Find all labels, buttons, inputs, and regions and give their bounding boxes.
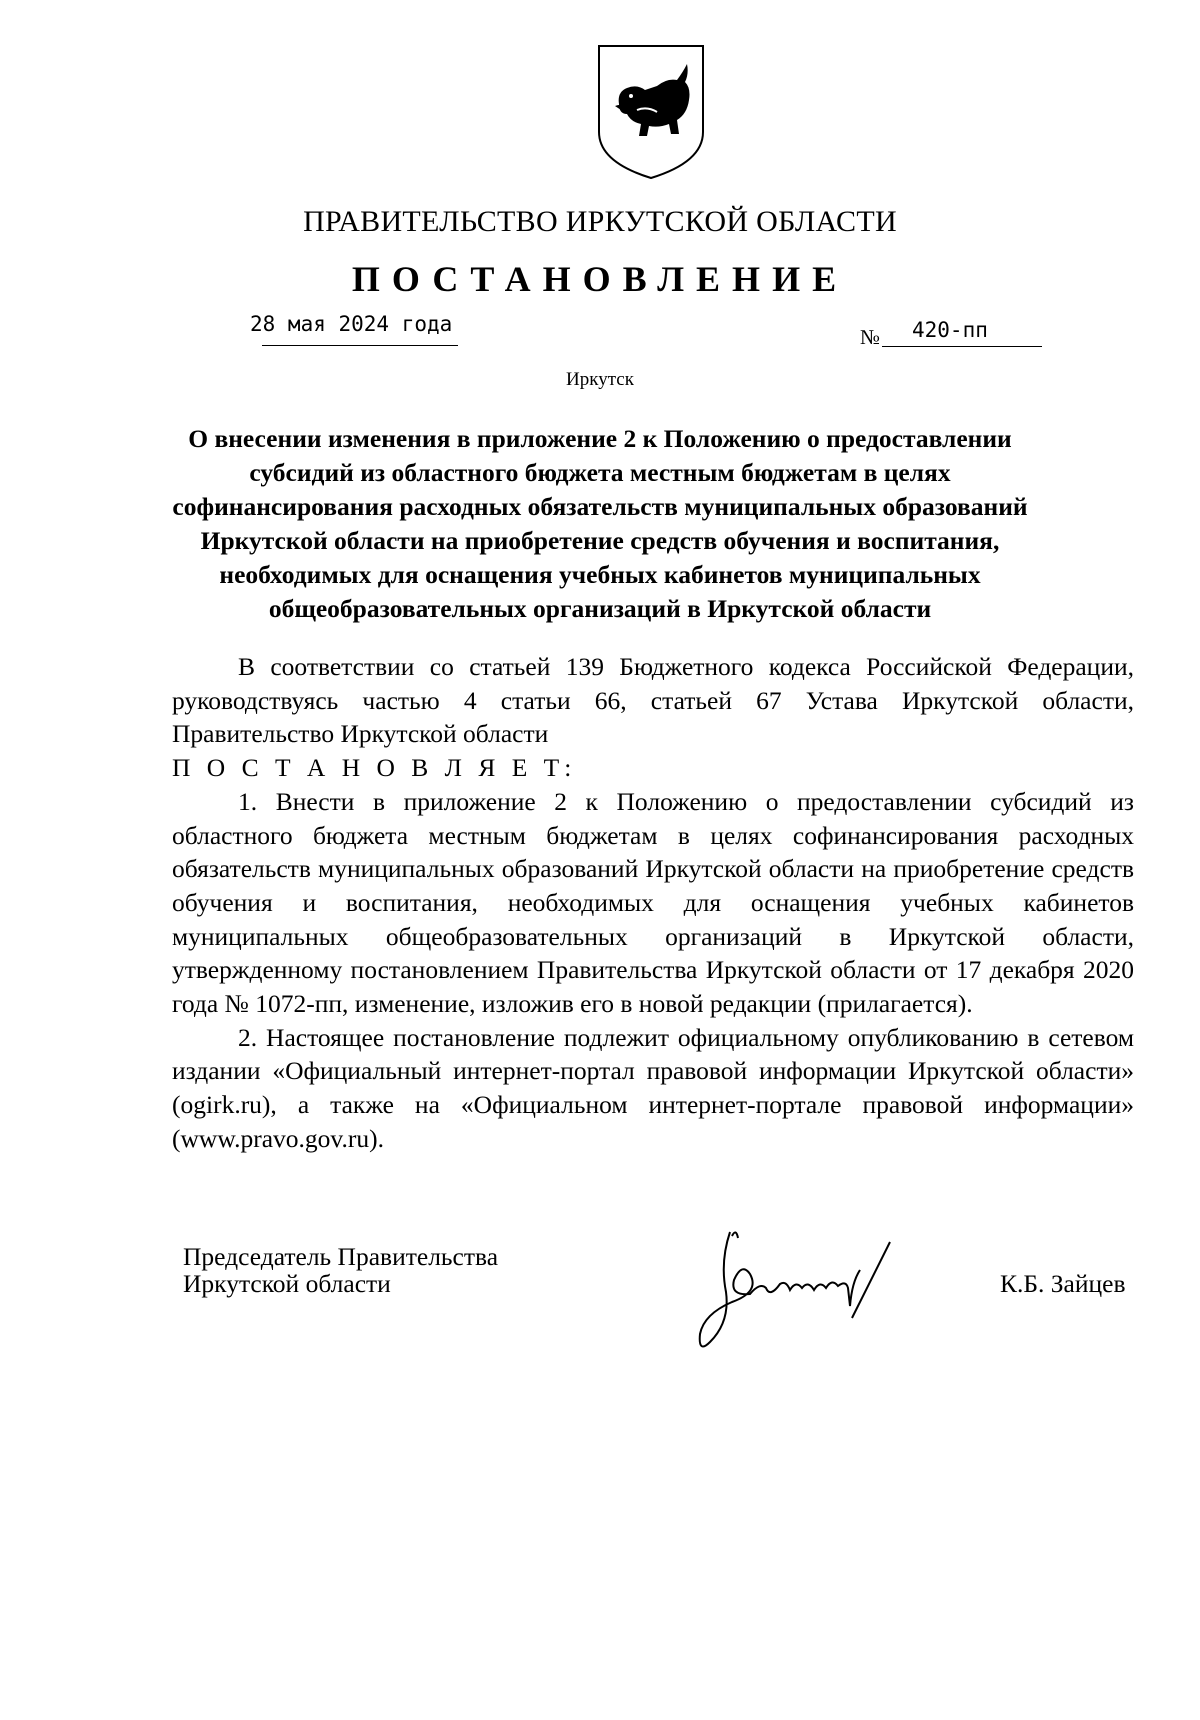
item-2-paragraph: 2. Настоящее постановление подлежит официальному опубликованию в сетевом издании «Официальный интернет-портал правовой информации Иркутской области» (ogirk.ru), а также на «Официальном интернет-портале правовой информации» (www.pravo.gov.ru). bbox=[172, 1022, 1134, 1153]
signer-position-line: Председатель Правительства bbox=[183, 1242, 499, 1271]
title-line: О внесении изменения в приложение 2 к Положению о предоставлении bbox=[188, 424, 1012, 453]
handwritten-signature-icon bbox=[690, 1222, 930, 1357]
document-type-heading: ПОСТАНОВЛЕНИЕ bbox=[351, 259, 849, 299]
signer-name: К.Б. Зайцев bbox=[1000, 1269, 1126, 1298]
title-line: необходимых для оснащения учебных кабинетов муниципальных bbox=[219, 560, 981, 589]
document-title bbox=[160, 422, 1040, 626]
document-city: Иркутск bbox=[566, 369, 634, 390]
title-line: Иркутской области на приобретение средств обучения и воспитания, bbox=[200, 526, 1000, 555]
coat-of-arms-emblem bbox=[597, 44, 705, 180]
document-body bbox=[172, 650, 1134, 1156]
document-date: 28 мая 2024 года bbox=[250, 312, 453, 336]
decree-word: П О С Т А Н О В Л Я Е Т: bbox=[172, 753, 577, 783]
government-heading: ПРАВИТЕЛЬСТВО ИРКУТСКОЙ ОБЛАСТИ bbox=[303, 205, 897, 238]
number-underline bbox=[882, 346, 1042, 347]
document-number: 420-пп bbox=[912, 318, 988, 342]
item-1-paragraph: 1. Внести в приложение 2 к Положению о предоставлении субсидий из областного бюджета местным бюджетам в целях софинансирования расходных обязательств муниципальных образований Иркутской области на приобретение средств обучения и воспитания, необходимых для оснащения учебных кабинетов муниципальных общеобразовательных организаций в Иркутской области, утвержденному постановлением Правительства Иркутской области от 17 декабря 2020 года № 1072-пп, изменение, изложив его в новой редакции (прилагается). bbox=[172, 786, 1134, 1019]
signer-position-line: Иркутской области bbox=[183, 1269, 391, 1298]
date-underline bbox=[262, 345, 458, 346]
signer-position bbox=[183, 1243, 498, 1297]
number-sign: № bbox=[860, 325, 881, 349]
title-line: софинансирования расходных обязательств муниципальных образований bbox=[172, 492, 1028, 521]
preamble-paragraph: В соответствии со статьей 139 Бюджетного кодекса Российской Федерации, руководствуясь частью 4 статьи 66, статьей 67 Устава Иркутской области, Правительство Иркутской области bbox=[172, 652, 1134, 749]
title-line: субсидий из областного бюджета местным бюджетам в целях bbox=[249, 458, 951, 487]
title-line: общеобразовательных организаций в Иркутской области bbox=[268, 594, 932, 623]
